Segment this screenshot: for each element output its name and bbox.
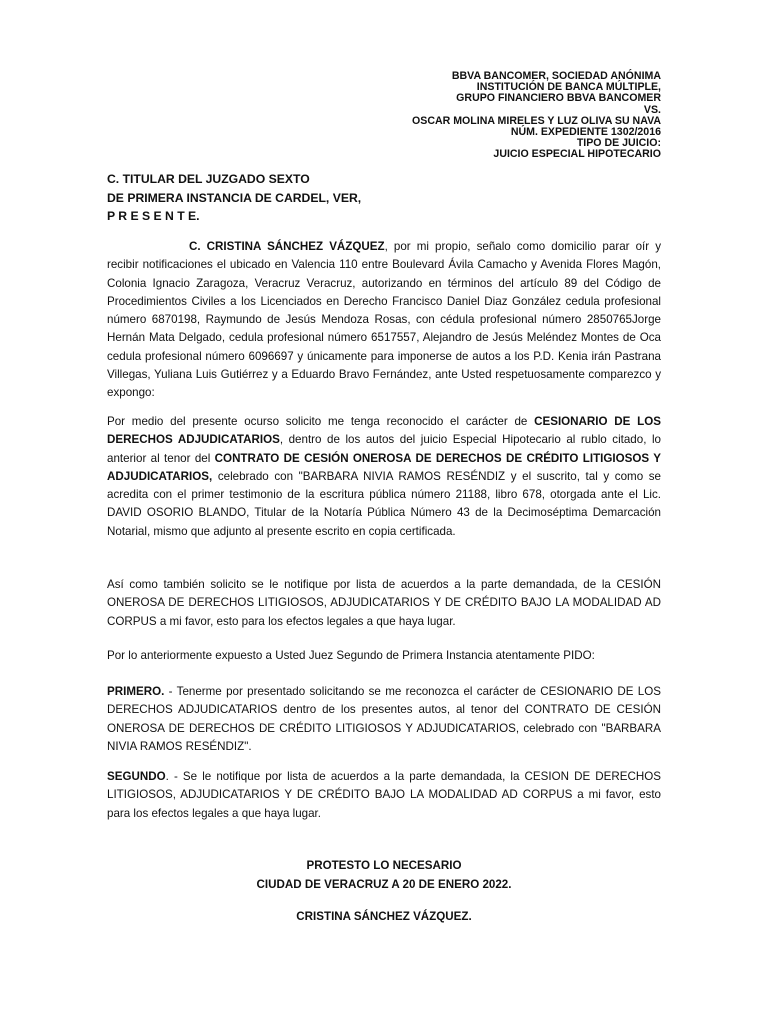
request-bold-part: CONTRATO DE CESIÓN ONEROSA DE DERECHOS DE CRÉDITO LITIGIOSOS Y ADJUDICATARIOS,: [107, 451, 662, 483]
petition-label: SEGUNDO: [107, 770, 166, 783]
signature-name: CRISTINA SÁNCHEZ VÁZQUEZ.: [296, 910, 472, 923]
header-line: BBVA BANCOMER, SOCIEDAD ANÓNIMA: [451, 70, 661, 82]
petition-text: - Tenerme por presentado solicitando se me reconozca el carácter de CESIONARIO DE LOS DERECHOS ADJUDICATARIOS dentro de los presentes autos, al tenor del CONTRATO DE CESIÓN ONEROSA DE DERECHOS DE CRÉDITO LITIGIOSOS Y ADJUDICATARIOS, celebrado con "BARBARA NIVIA RAMOS RESÉNDIZ".: [107, 685, 661, 753]
case-header: [412, 71, 661, 161]
closing-place-date: CIUDAD DE VERACRUZ A 20 DE ENERO 2022.: [256, 878, 512, 891]
request-text-part: , dentro de los autos del juicio Especial Hipotecario al rublo citado, lo anterior al tenor del: [107, 433, 662, 465]
second-petition-paragraph: [107, 768, 661, 823]
header-line: TIPO DE JUICIO:: [576, 137, 661, 150]
intro-paragraph: [107, 238, 661, 403]
petition-intro-paragraph: Por lo anteriormente expuesto a Usted Juez Segundo de Primera Instancia atentamente PIDO:: [107, 649, 595, 662]
header-line: OSCAR MOLINA MIRELES Y LUZ OLIVA SU NAVA: [412, 114, 661, 127]
addressee-block: [107, 170, 361, 226]
notification-paragraph: Así como también solicito se le notifique por lista de acuerdos a la parte demandada, de la CESIÓN ONEROSA DE DERECHOS LITIGIOSOS, ADJUDICATARIOS Y DE CRÉDITO BAJO LA MODALIDAD AD CORPUS a mi favor, esto para los efectos legales a que haya lugar.: [107, 578, 661, 628]
header-line: GRUPO FINANCIERO BBVA BANCOMER: [456, 92, 661, 105]
request-paragraph: [107, 413, 661, 541]
petitioner-name: C. CRISTINA SÁNCHEZ VÁZQUEZ: [189, 240, 385, 253]
request-text-part: Por medio del presente ocurso solicito me tenga reconocido el carácter de: [107, 415, 535, 428]
header-line: INSTITUCIÓN DE BANCA MÚLTIPLE,: [476, 81, 661, 94]
petition-label: PRIMERO.: [107, 685, 165, 698]
addressee-line: P R E S E N T E.: [107, 209, 200, 223]
request-bold-part: CESIONARIO DE LOS DERECHOS ADJUDICATARIOS: [107, 415, 661, 447]
header-line: JUICIO ESPECIAL HIPOTECARIO: [493, 148, 661, 161]
intro-text: , por mi propio, señalo como domicilio parar oír y recibir notificaciones el ubicado en Valencia 110 entre Boulevard Ávila Camacho y Avenida Flores Magón, Colonia Ignacio Zaragoza, Veracruz Veracruz, autorizando en términos del artículo 89 del Código de Procedimientos Civiles a los Licenciados en Derecho Francisco Daniel Diaz González cedula profesional número 6870198, Raymundo de Jesús Mendoza Rosas, con cédula profesional número 2850765Jorge Hernán Mata Delgado, cedula profesional número 6517557, Alejandro de Jesús Meléndez Montes de Oca cedula profesional número 6096697 y únicamente para imponerse de autos a los P.D. Kenia irán Pastrana Villegas, Yuliana Luis Gutiérrez y a Eduardo Bravo Fernández, ante Usted respetuosamente comparezco y expongo:: [107, 240, 661, 400]
header-line: NÚM. EXPEDIENTE 1302/2016: [510, 126, 661, 139]
request-text-part: celebrado con "BARBARA NIVIA RAMOS RESÉNDIZ y el suscrito, tal y como se acredita con el primer testimonio de la escritura pública número 21188, libro 678, otorgada ante el Lic. DAVID OSORIO BLANDO, Titular de la Notaría Pública Número 43 de la Decimoséptima Demarcación Notarial, mismo que adjunto al presente escrito en copia certificada.: [107, 469, 661, 538]
addressee-line: DE PRIMERA INSTANCIA DE CARDEL, VER,: [107, 190, 362, 205]
closing-protest: PROTESTO LO NECESARIO: [306, 859, 462, 872]
addressee-line: C. TITULAR DEL JUZGADO SEXTO: [107, 172, 310, 186]
first-petition-paragraph: [107, 683, 661, 756]
header-line: VS.: [643, 103, 661, 116]
petition-text: . - Se le notifique por lista de acuerdos a la parte demandada, la CESION DE DERECHOS LITIGIOSOS, ADJUDICATARIOS Y DE CRÉDITO BAJO LA MODALIDAD AD CORPUS a mi favor, esto para los efectos legales a que haya lugar.: [107, 770, 661, 820]
